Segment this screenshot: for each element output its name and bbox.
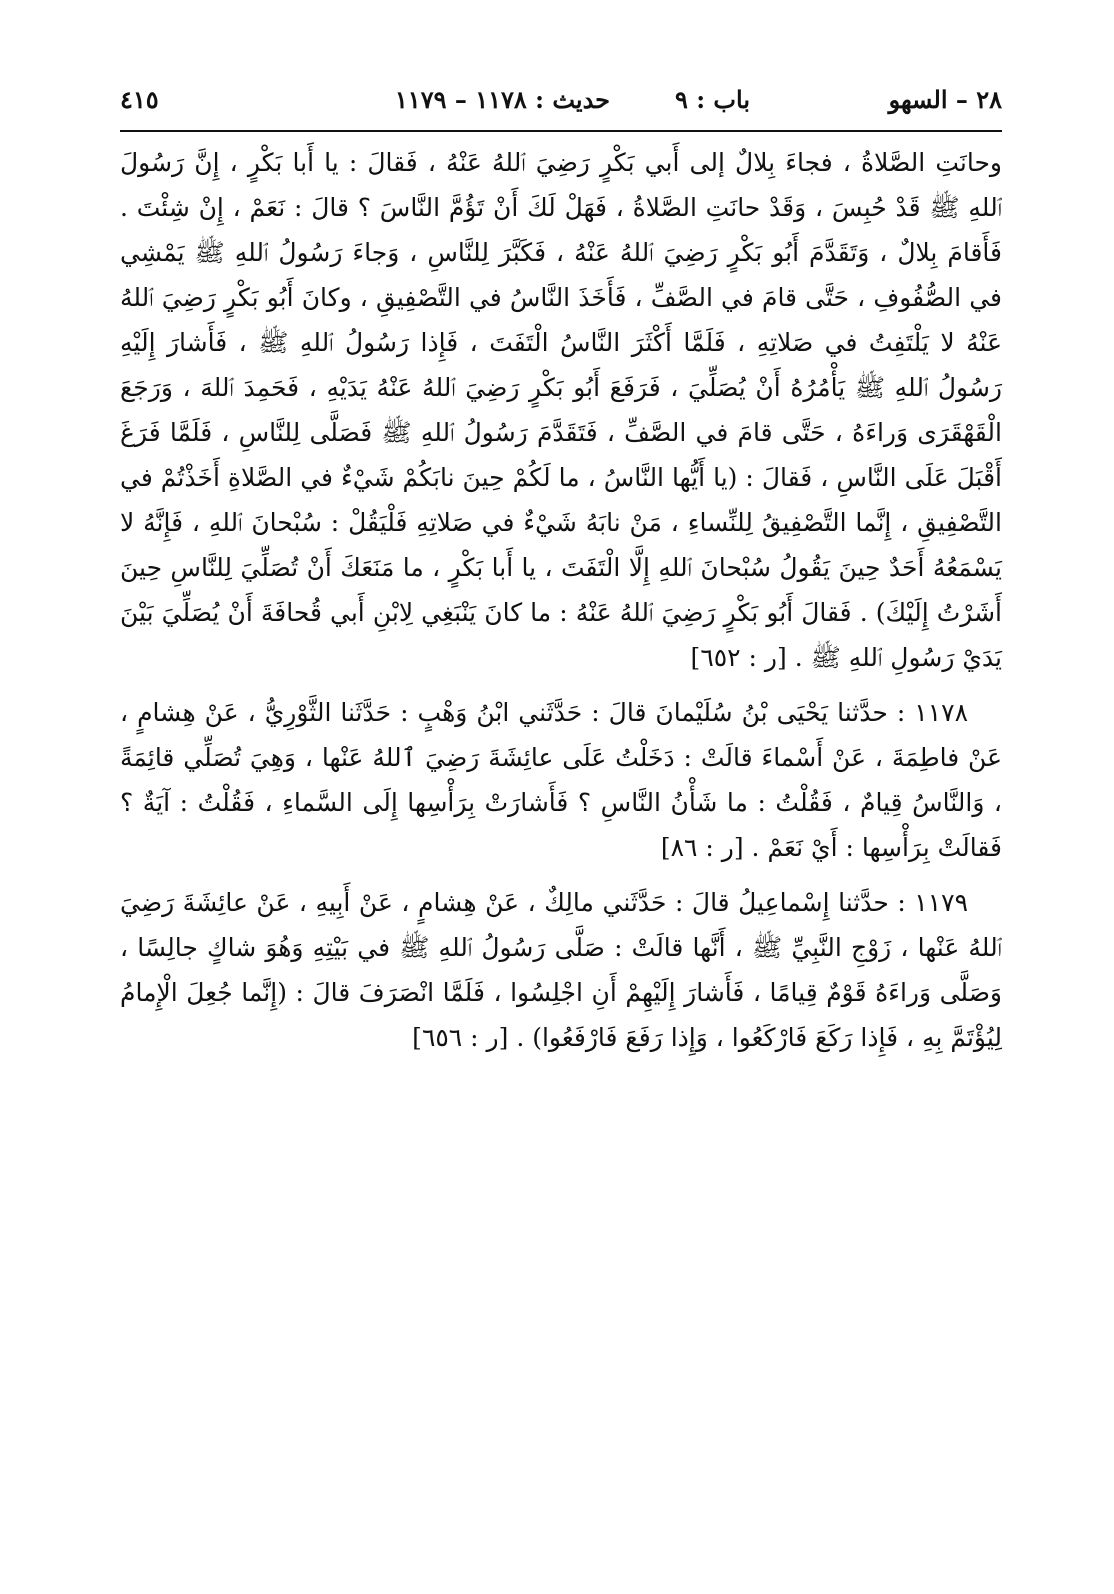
page-number: ٤١٥ [120,85,159,114]
paragraph-continuation: وحانَتِ الصَّلاةُ ، فجاءَ بِلالٌ إلى أَبي بَكْرٍ رَضِيَ ٱللهُ عَنْهُ ، فَقالَ : يا أَبا بَكْرٍ ، إِنَّ رَسُولَ ٱللهِ ﷺ قَدْ حُبِسَ ، وَقَدْ حانَتِ الصَّلاةُ ، فَهَلْ لَكَ أَنْ تَؤُمَّ النَّاسَ ؟ قالَ : نَعَمْ ، إِنْ شِئْتَ . فَأَقامَ بِلالٌ ، وَتَقَدَّمَ أَبُو بَكْرٍ رَضِيَ ٱللهُ عَنْهُ ، فَكَبَّرَ لِلنَّاسِ ، وَجاءَ رَسُولُ ٱللهِ ﷺ يَمْشِي في الصُّفُوفِ ، حَتَّى قامَ في الصَّفِّ ، فَأَخَذَ النَّاسُ في التَّصْفِيقِ ، وكانَ أَبُو بَكْرٍ رَضِيَ ٱللهُ عَنْهُ لا يَلْتَفِتُ في صَلاتِهِ ، فَلَمَّا أَكْثَرَ النَّاسُ الْتَفَتَ ، فَإِذا رَسُولُ ٱللهِ ﷺ ، فَأَشارَ إِلَيْهِ رَسُولُ ٱللهِ ﷺ يَأْمُرُهُ أَنْ يُصَلِّيَ ، فَرَفَعَ أَبُو بَكْرٍ رَضِيَ ٱللهُ عَنْهُ يَدَيْهِ ، فَحَمِدَ ٱللهَ ، وَرَجَعَ الْقَهْقَرَى وَراءَهُ ، حَتَّى قامَ في الصَّفِّ ، فَتَقَدَّمَ رَسُولُ ٱللهِ ﷺ فَصَلَّى لِلنَّاسِ ، فَلَمَّا فَرَغَ أَقْبَلَ عَلَى النَّاسِ ، فَقالَ : (يا أَيُّها النَّاسُ ، ما لَكُمْ حِينَ نابَكُمْ شَيْءٌ في الصَّلاةِ أَخَذْتُمْ في التَّصْفِيقِ ، إِنَّما التَّصْفِيقُ لِلنِّساءِ ، مَنْ نابَهُ شَيْءٌ في صَلاتِهِ فَلْيَقُلْ : سُبْحانَ ٱللهِ ، فَإِنَّهُ لا يَسْمَعُهُ أَحَدٌ حِينَ يَقُولُ سُبْحانَ ٱللهِ إِلَّا الْتَفَتَ ، يا أَبا بَكْرٍ ، ما مَنَعَكَ أَنْ تُصَلِّيَ لِلنَّاسِ حِينَ أَشَرْتُ إِلَيْكَ) . فَقالَ أَبُو بَكْرٍ رَضِيَ ٱللهُ عَنْهُ : ما كانَ يَنْبَغِي لِابْنِ أَبي قُحافَةَ أَنْ يُصَلِّيَ بَيْنَ يَدَيْ رَسُولِ ٱللهِ ﷺ . [ر : ٦٥٢] [120,148,1002,672]
main-text [120,140,1002,1070]
page-header [120,82,1002,122]
chapter-title: ٢٨ – السهو [888,85,1002,114]
header-divider [120,130,1002,132]
hadith-1178: ١١٧٨ : حدَّثنا يَحْيَى بْنُ سُلَيْمانَ قالَ : حَدَّثَني ابْنُ وَهْبٍ : حَدَّثَنا الثَّوْرِيُّ ، عَنْ هِشامٍ ، عَنْ فاطِمَةَ ، عَنْ أَسْماءَ قالَتْ : دَخَلْتُ عَلَى عائِشَةَ رَضِيَ ٱللهُ عَنْها ، وَهِيَ تُصَلِّي قائِمَةً ، وَالنَّاسُ قِيامٌ ، فَقُلْتُ : ما شَأْنُ النَّاسِ ؟ فَأَشارَتْ بِرَأْسِها إِلَى السَّماءِ ، فَقُلْتُ : آيَةٌ ؟ فَقالَتْ بِرَأْسِها : أَيْ نَعَمْ . [ر : ٨٦] [120,698,1002,862]
hadith-1179: ١١٧٩ : حدَّثنا إِسْماعِيلُ قالَ : حَدَّثَني مالِكٌ ، عَنْ هِشامٍ ، عَنْ أَبِيهِ ، عَنْ عائِشَةَ رَضِيَ ٱللهُ عَنْها ، زَوْجِ النَّبِيِّ ﷺ ، أَنَّها قالَتْ : صَلَّى رَسُولُ ٱللهِ ﷺ في بَيْتِهِ وَهُوَ شاكٍ جالِسًا ، وَصَلَّى وَراءَهُ قَوْمٌ قِيامًا ، فَأَشارَ إِلَيْهِمْ أَنِ اجْلِسُوا ، فَلَمَّا انْصَرَفَ قالَ : (إِنَّما جُعِلَ الْإِمامُ لِيُؤْتَمَّ بِهِ ، فَإِذا رَكَعَ فَارْكَعُوا ، وَإِذا رَفَعَ فَارْفَعُوا) . [ر : ٦٥٦] [120,888,1002,1052]
bab-label: باب : ٩ [674,85,750,114]
hadith-range: حديث : ١١٧٨ – ١١٧٩ [394,85,610,114]
